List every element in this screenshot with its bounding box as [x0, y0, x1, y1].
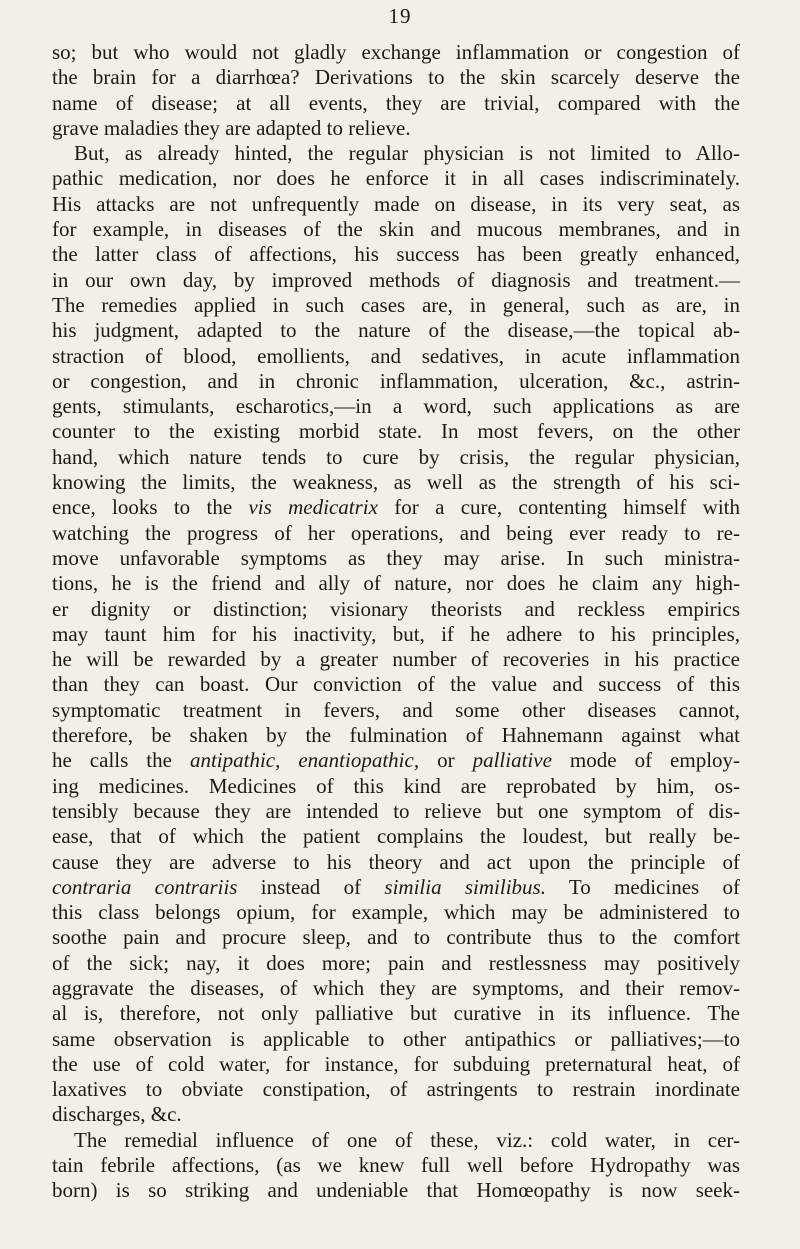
text-line: [52, 748, 740, 773]
text-run: discharges, &c.: [52, 1102, 182, 1127]
text-line: [52, 672, 740, 697]
text-run: than they can boast. Our conviction of the value and success of this: [52, 672, 740, 697]
text-line: [52, 369, 740, 394]
text-line: [52, 647, 740, 672]
text-run: tensibly because they are intended to relieve but one symptom of dis-: [52, 798, 740, 823]
text-run: the brain for a diarrhœa? Derivations to the skin scarcely deserve the: [52, 65, 740, 90]
text-run: er dignity or distinction; visionary theorists and reckless empirics: [52, 596, 740, 621]
text-run: ence, looks to the: [52, 495, 233, 520]
text-run: straction of blood, emollients, and sedatives, in acute inflammation: [52, 343, 740, 368]
text-run: the use of cold water, for instance, for subduing preternatural heat, of: [52, 1051, 740, 1076]
text-run: mode of employ-: [569, 748, 741, 773]
text-line: [52, 192, 740, 217]
text-line: [52, 1178, 740, 1203]
text-run: born) is so striking and undeniable that Homœopathy is now seek-: [52, 1178, 740, 1203]
text-run: al is, therefore, not only palliative but curative in its influence. The: [52, 1001, 740, 1026]
text-run: grave maladies they are adapted to relieve.: [52, 115, 411, 140]
text-run: ing medicines. Medicines of this kind are reprobated by him, os-: [52, 773, 740, 798]
italic-phrase: antipathic, enantiopathic,: [189, 748, 420, 773]
italic-phrase: vis medicatrix: [248, 495, 378, 520]
text-run: for example, in diseases of the skin and mucous membranes, and in: [52, 217, 740, 242]
text-line: [52, 470, 740, 495]
text-run: But, as already hinted, the regular physician is not limited to Allo-: [74, 141, 740, 166]
body-text: [52, 40, 740, 1204]
italic-phrase: similia similibus.: [384, 874, 546, 899]
text-run: in our own day, by improved methods of diagnosis and treatment.—: [52, 267, 740, 292]
text-line: [52, 1077, 740, 1102]
text-run: his judgment, adapted to the nature of the disease,—the topical ab-: [52, 318, 740, 343]
text-run: gents, stimulants, escharotics,—in a word, such applications as are: [52, 394, 740, 419]
text-run: cause they are adverse to his theory and act upon the principle of: [52, 849, 740, 874]
text-line: [52, 571, 740, 596]
italic-phrase: palliative: [472, 748, 552, 773]
text-line: [52, 65, 740, 90]
text-run: The remedial influence of one of these, viz.: cold water, in cer-: [74, 1127, 740, 1152]
text-run: or congestion, and in chronic inflammation, ulceration, &c., astrin-: [52, 368, 740, 393]
text-line: [52, 622, 740, 647]
text-line: [52, 900, 740, 925]
text-run: may taunt him for his inactivity, but, if he adhere to his principles,: [52, 621, 740, 646]
text-line: [52, 166, 740, 191]
text-line: [52, 1052, 740, 1077]
text-run: To medicines of: [568, 874, 741, 899]
page-number: 19: [388, 4, 412, 28]
text-run: His attacks are not unfrequently made on disease, in its very seat, as: [52, 191, 740, 216]
text-run: hand, which nature tends to cure by crisis, the regular physician,: [52, 444, 740, 469]
text-run: laxatives to obviate constipation, of astringents to restrain inordinate: [52, 1077, 740, 1102]
text-line: [52, 597, 740, 622]
text-run: counter to the existing morbid state. In most fevers, on the other: [52, 419, 740, 444]
italic-phrase: contraria contrariis: [52, 874, 238, 899]
text-run: so; but who would not gladly exchange inflammation or congestion of: [52, 40, 740, 64]
text-line: [52, 318, 740, 343]
text-run: aggravate the diseases, of which they are symptoms, and their remov-: [52, 975, 740, 1000]
text-run: tions, he is the friend and ally of nature, nor does he claim any high-: [52, 571, 740, 596]
text-run: The remedies applied in such cases are, in general, such as are, in: [52, 292, 740, 317]
text-run: soothe pain and procure sleep, and to contribute thus to the comfort: [52, 925, 740, 950]
text-run: pathic medication, nor does he enforce it in all cases indiscriminately.: [52, 166, 740, 191]
text-line: [52, 1102, 740, 1127]
text-line: [52, 546, 740, 571]
text-line: [52, 925, 740, 950]
text-line: [52, 521, 740, 546]
text-line: [52, 976, 740, 1001]
text-line: [52, 774, 740, 799]
text-line: [52, 850, 740, 875]
text-line: [52, 394, 740, 419]
text-run: symptomatic treatment in fevers, and some other diseases cannot,: [52, 697, 740, 722]
text-run: or: [437, 748, 455, 773]
text-line: [52, 1027, 740, 1052]
text-run: he will be rewarded by a greater number of recoveries in his practice: [52, 647, 740, 672]
text-line: [52, 875, 740, 900]
text-run: name of disease; at all events, they are trivial, compared with the: [52, 90, 740, 115]
text-run: move unfavorable symptoms as they may arise. In such ministra-: [52, 545, 740, 570]
text-line: [52, 824, 740, 849]
text-line: [52, 344, 740, 369]
text-line: [52, 116, 740, 141]
text-line: [52, 495, 740, 520]
text-line: [52, 217, 740, 242]
text-run: ease, that of which the patient complains the loudest, but really be-: [52, 824, 740, 849]
text-line: [52, 799, 740, 824]
text-line: [52, 1128, 740, 1153]
text-run: instead of: [260, 874, 362, 899]
text-run: this class belongs opium, for example, which may be administered to: [52, 900, 740, 925]
text-line: [52, 723, 740, 748]
text-line: [52, 951, 740, 976]
text-line: [52, 1153, 740, 1178]
text-line: [52, 141, 740, 166]
text-run: for a cure, contenting himself with: [394, 495, 741, 520]
text-run: knowing the limits, the weakness, as well as the strength of his sci-: [52, 470, 740, 495]
text-run: of the sick; nay, it does more; pain and restlessness may positively: [52, 950, 740, 975]
text-line: [52, 40, 740, 65]
text-line: [52, 268, 740, 293]
text-line: [52, 1001, 740, 1026]
text-line: [52, 293, 740, 318]
text-run: tain febrile affections, (as we knew full well before Hydropathy was: [52, 1153, 740, 1178]
text-line: [52, 91, 740, 116]
text-run: same observation is applicable to other antipathics or palliatives;—to: [52, 1026, 740, 1051]
text-run: the latter class of affections, his success has been greatly enhanced,: [52, 242, 740, 267]
text-line: [52, 419, 740, 444]
text-line: [52, 242, 740, 267]
text-run: watching the progress of her operations, and being ever ready to re-: [52, 520, 740, 545]
text-run: therefore, be shaken by the fulmination of Hahnemann against what: [52, 723, 740, 748]
text-line: [52, 445, 740, 470]
text-line: [52, 698, 740, 723]
text-run: he calls the: [52, 748, 172, 773]
